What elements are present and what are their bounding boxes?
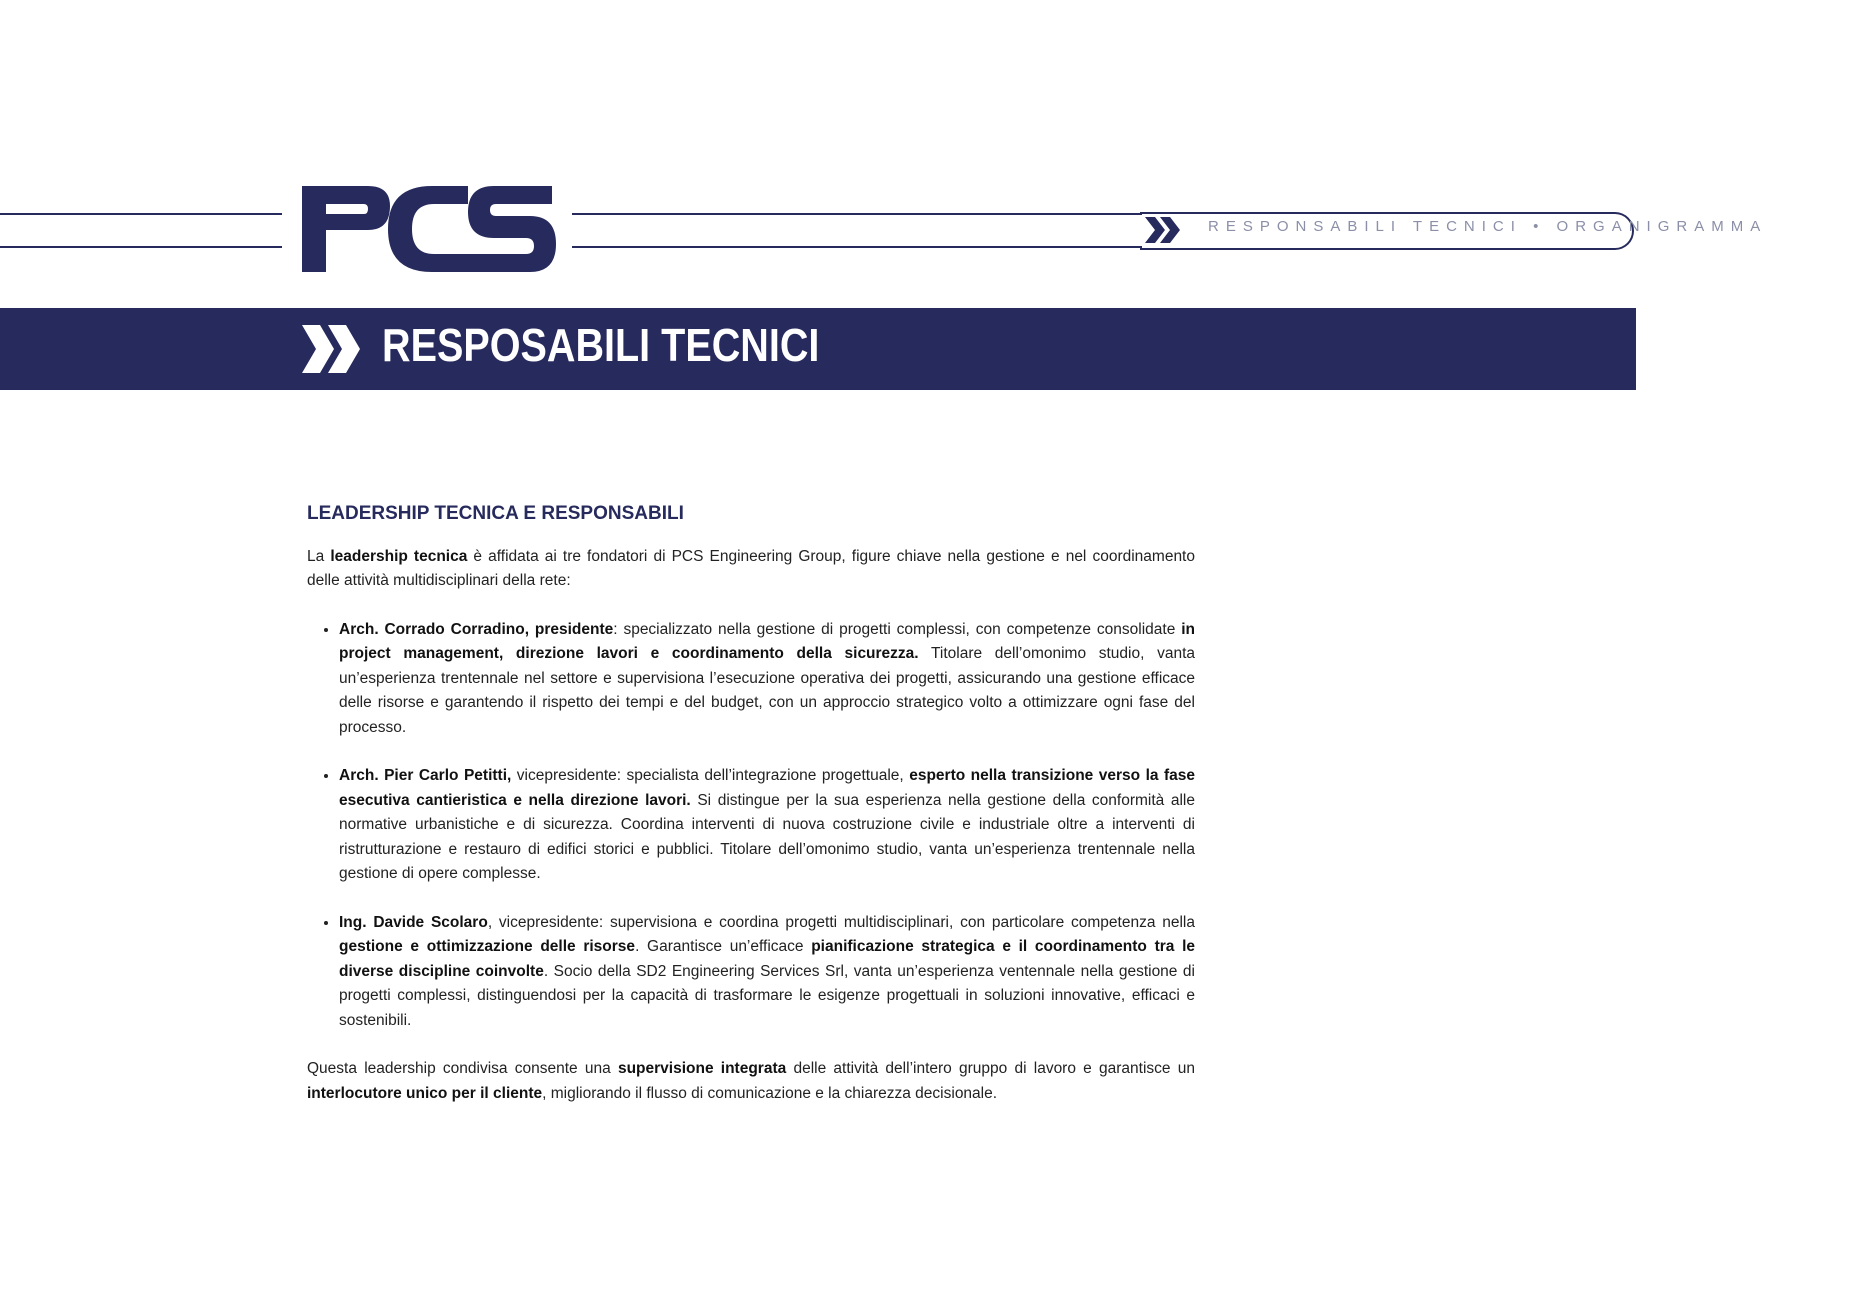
list-item: • Ing. Davide Scolaro, vicepresidente: supervisiona e coordina progetti multidisciplinari, con particolare competenza nella gestione e ottimizzazione delle risorse. Garantisce un’efficace pianificazione strategica e il coordinamento tra le diverse discipline coinvolte. Socio della SD2 Engineering Services Srl, vanta un’esperienza ventennale nella gestione di progetti complessi, distinguendosi per la capacità di trasformare le esigenze progettuali in soluzioni innovative, efficaci e sostenibili. <box>339 911 1195 1034</box>
pcs-logo <box>298 186 556 272</box>
section-title: LEADERSHIP TECNICA E RESPONSABILI <box>307 503 684 524</box>
header-rule-left-bottom <box>0 246 282 248</box>
page-title: RESPOSABILI TECNICI <box>382 319 820 371</box>
double-chevron-icon <box>1143 215 1183 245</box>
header-rule-left-top <box>0 213 282 215</box>
header-rule-right-top <box>572 213 1142 215</box>
closing-paragraph: Questa leadership condivisa consente una supervisione integrata delle attività dell’intero gruppo di lavoro e garantisce un interlocutore unico per il cliente, migliorando il flusso di comunicazione e la chiarezza decisionale. <box>307 1060 1195 1102</box>
header-rule-right-bottom <box>572 246 1142 248</box>
list-item: • Arch. Pier Carlo Petitti, vicepresidente: specialista dell’integrazione progettuale, esperto nella transizione verso la fase esecutiva cantieristica e nella direzione lavori. Si distingue per la sua esperienza nella gestione della conformità alle normative urbanistiche e di sicurezza. Coordina interventi di nuova costruzione civile e industriale oltre a interventi di ristrutturazione e restauro di edifici storici e pubblici. Titolare dell’omonimo studio, vanta un’esperienza trentennale nella gestione di opere complesse. <box>339 764 1195 887</box>
double-chevron-icon <box>300 323 364 375</box>
list-item: • Arch. Corrado Corradino, presidente: specializzato nella gestione di progetti complessi, con competenze consolidate in project management, direzione lavori e coordinamento della sicurezza. Titolare dell’omonimo studio, vanta un’esperienza trentennale nel settore e supervisiona l’esecuzione operativa dei progetti, assicurando una gestione efficace delle risorse e garantendo il rispetto dei tempi e del budget, con un approccio strategico volto a ottimizzare ogni fase del processo. <box>339 618 1195 741</box>
intro-paragraph: La leadership tecnica è affidata ai tre fondatori di PCS Engineering Group, figure chiave nella gestione e nel coordinamento delle attività multidisciplinari della rete: <box>307 547 1195 589</box>
leaders-list <box>307 618 1195 1034</box>
header-nav-text: RESPONSABILI TECNICI • ORGANIGRAMMA <box>1208 218 1768 235</box>
content-body <box>307 502 1195 1106</box>
